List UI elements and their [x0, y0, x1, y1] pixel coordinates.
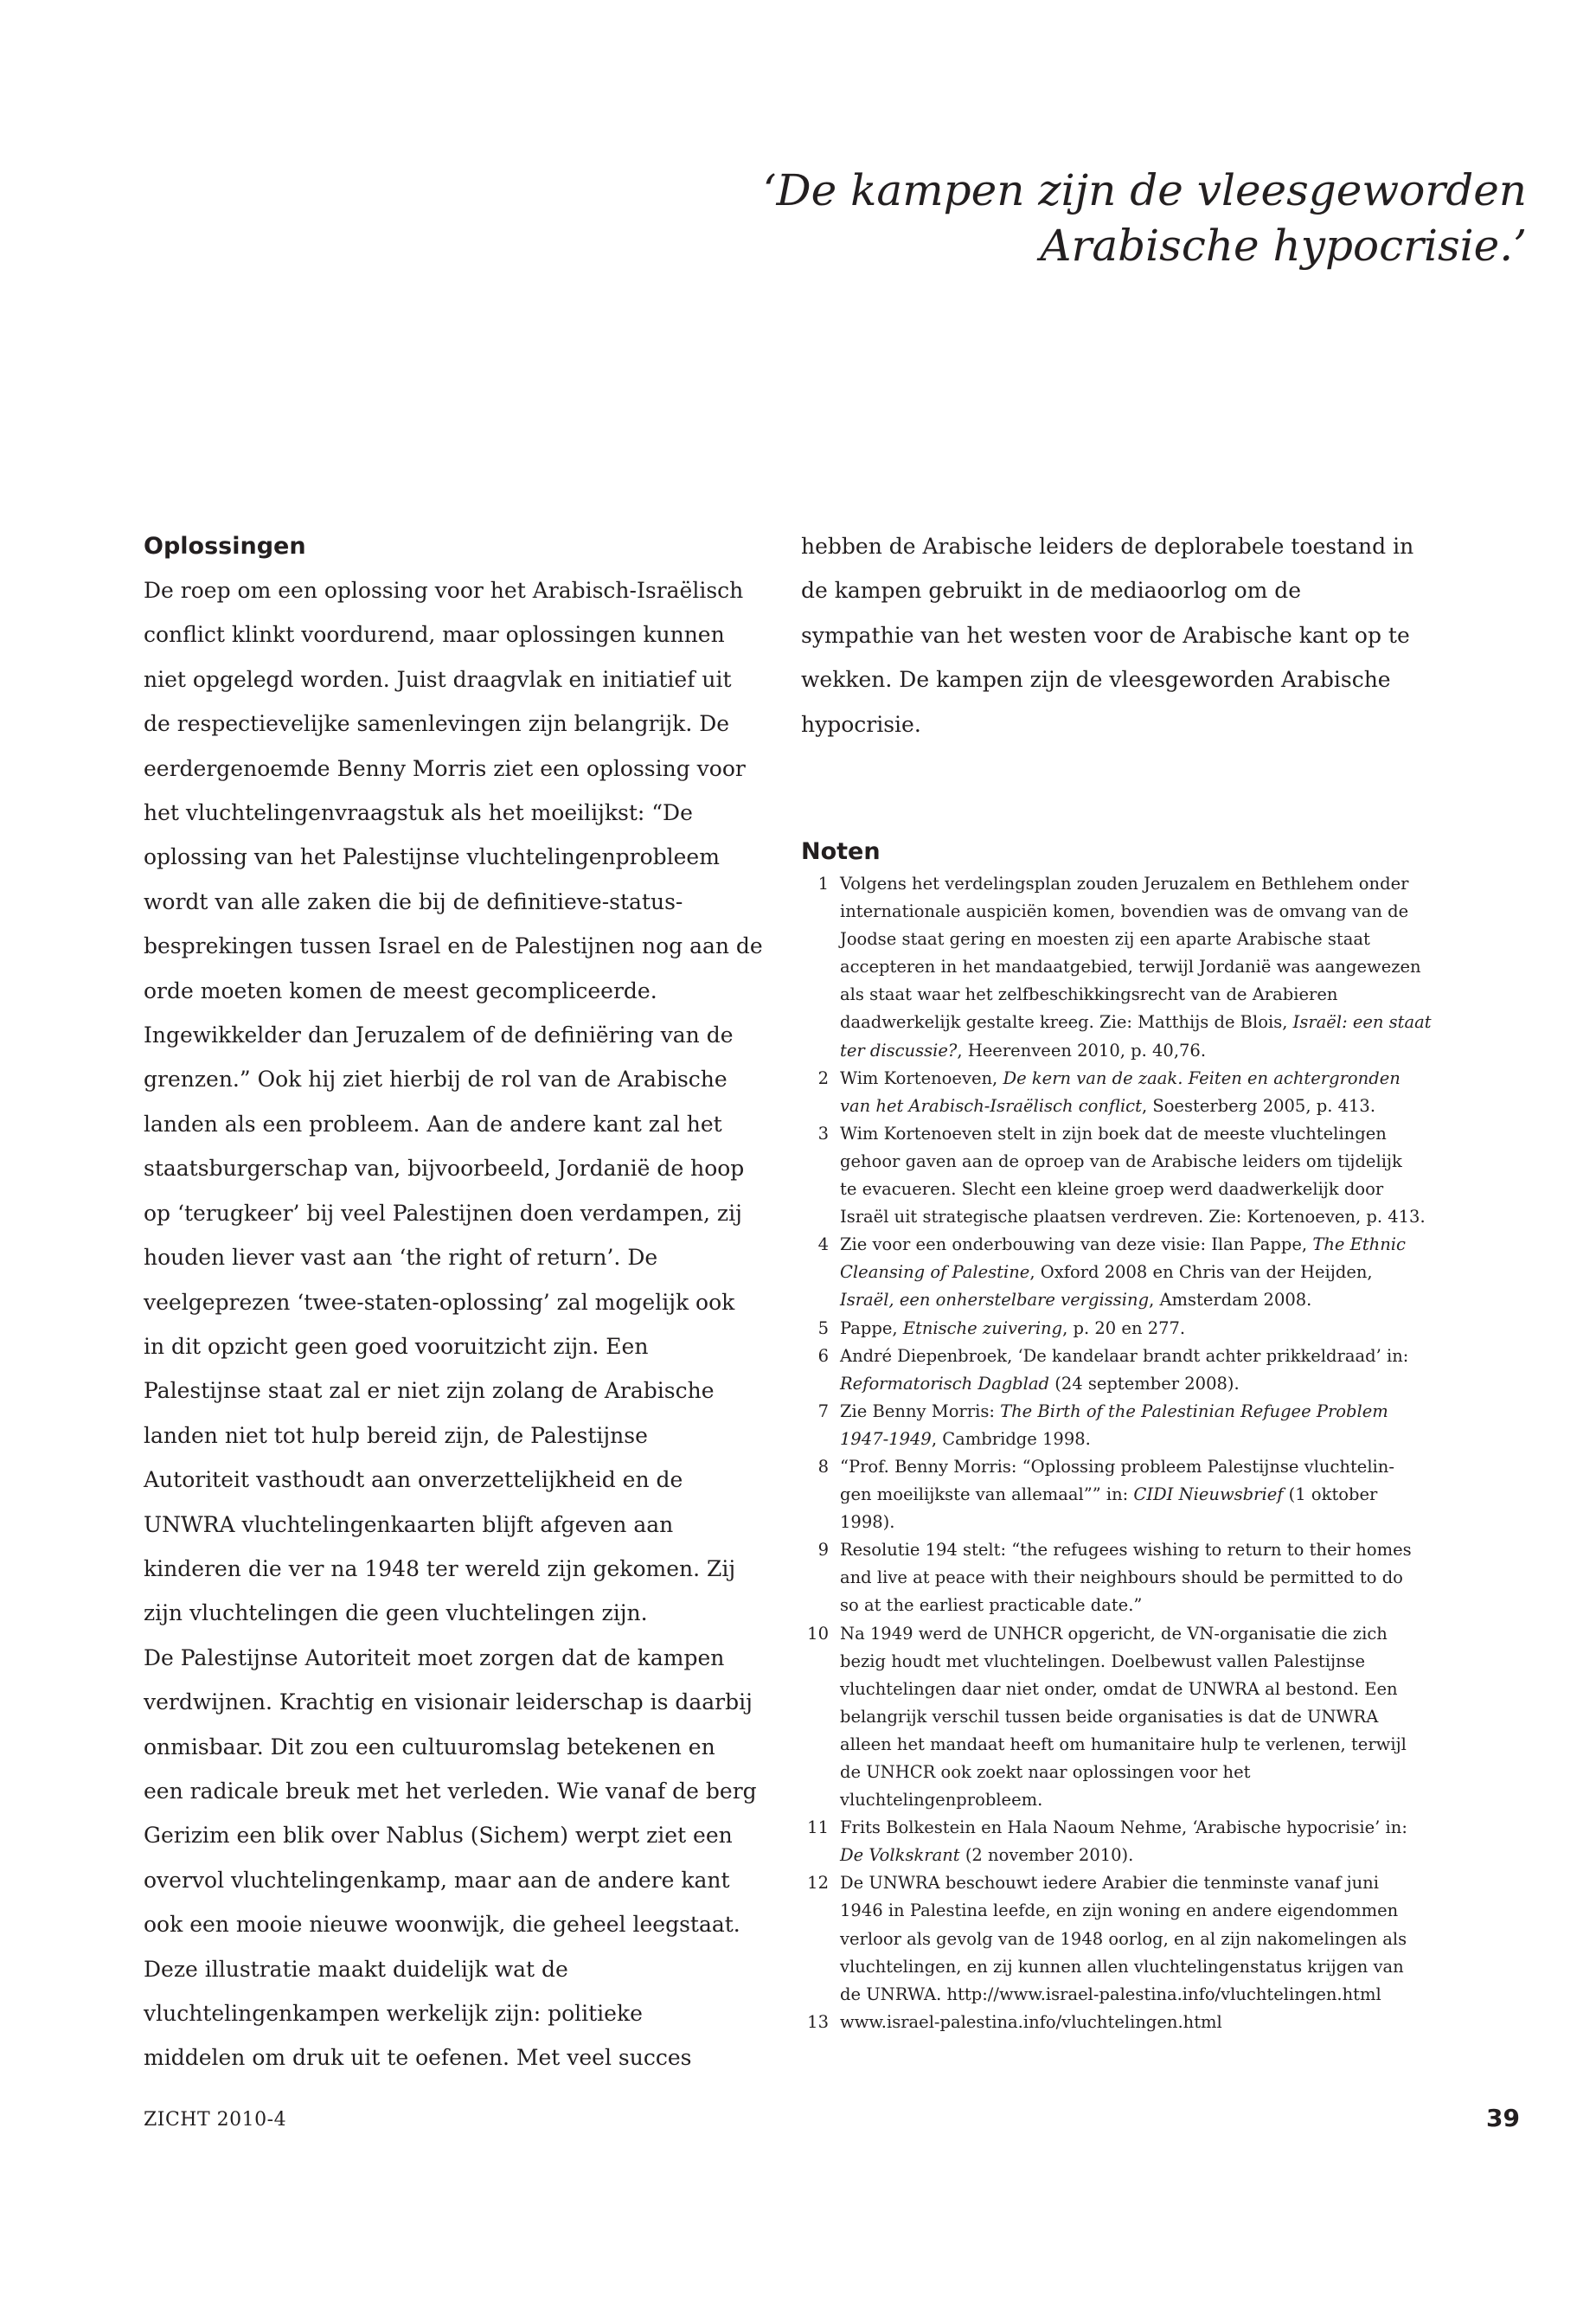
note-text-line: [840, 2009, 1222, 2036]
body-text-line: verdwijnen. Krachtig en visionair leiderschap is daarbij: [144, 1689, 753, 1715]
body-text-line: UNWRA vluchtelingenkaarten blijft afgeven aan: [144, 1511, 674, 1537]
body-text-line: conflict klinkt voordurend, maar oplossingen kunnen: [144, 622, 725, 648]
note-text-segment: Frits Bolkestein en Hala Naoum Nehme, ‘Arabische hypocrisie’ in:: [840, 1817, 1407, 1838]
note-text-line: [840, 1648, 1407, 1676]
note-text-line: [840, 1093, 1401, 1120]
note-number: 6: [817, 1345, 829, 1366]
note-item: [801, 1120, 1545, 1231]
body-text-line: Ingewikkelder dan Jeruzalem of de definiëring van de: [144, 1022, 734, 1048]
note-number: 5: [817, 1317, 829, 1338]
note-text: [840, 1869, 1407, 2008]
note-item: [801, 1398, 1545, 1453]
note-text: [840, 1315, 1185, 1343]
note-item: [801, 1065, 1545, 1120]
note-text-segment: The Birth of the Palestinian Refugee Problem: [1000, 1400, 1388, 1421]
note-text-segment: , Amsterdam 2008.: [1149, 1290, 1312, 1311]
body-text-line: ook een mooie nieuwe woonwijk, die geheel leegstaat.: [144, 1912, 740, 1938]
notes-section: [801, 834, 1545, 2036]
note-text-line: [840, 981, 1432, 1009]
note-text-segment: , Oxford 2008 en Chris van der Heijden,: [1029, 1262, 1373, 1283]
note-number: 11: [807, 1817, 829, 1838]
note-text: [840, 1398, 1388, 1453]
note-item: [801, 1315, 1545, 1343]
note-text-line: [840, 898, 1432, 926]
note-text-line: [840, 1786, 1407, 1814]
note-text-line: [840, 926, 1432, 953]
note-text-segment: Zie Benny Morris:: [840, 1400, 1001, 1421]
pull-quote-line: ‘De kampen zijn de vleesgeworden: [762, 165, 1527, 215]
body-text-line: Deze illustratie maakt duidelijk wat de: [144, 1956, 568, 1982]
note-text-line: [840, 1426, 1388, 1453]
body-text-line: De Palestijnse Autoriteit moet zorgen dat de kampen: [144, 1644, 725, 1670]
note-text: [840, 1620, 1407, 1815]
note-number: 8: [817, 1456, 829, 1477]
note-text-line: [840, 1231, 1406, 1259]
note-text: [840, 2009, 1222, 2036]
note-text-line: [840, 1536, 1412, 1564]
note-text-line: [840, 1009, 1432, 1036]
note-text-segment: de UNRWA. http://www.israel-palestina.info/vluchtelingen.html: [840, 1984, 1381, 2004]
note-text-segment: 1946 in Palestina leefde, en zijn woning en andere eigendommen: [840, 1900, 1399, 1921]
note-text-segment: and live at peace with their neighbours should be permitted to do: [840, 1567, 1403, 1588]
note-text-segment: Joodse staat gering en moesten zij een aparte Arabische staat: [840, 929, 1370, 950]
body-text-line: Palestijnse staat zal er niet zijn zolang de Arabische: [144, 1378, 715, 1404]
body-text-line: wordt van alle zaken die bij de definitieve-status-: [144, 888, 683, 914]
body-text-line: zijn vluchtelingen die geen vluchtelingen zijn.: [144, 1600, 648, 1626]
body-text-line: veelgeprezen ‘twee-staten-oplossing’ zal mogelijk ook: [144, 1289, 735, 1315]
note-text-segment: André Diepenbroek, ‘De kandelaar brandt achter prikkeldraad’ in:: [840, 1345, 1409, 1366]
note-text-segment: accepteren in het mandaatgebied, terwijl Jordanië was aangewezen: [840, 957, 1421, 977]
note-text-segment: Israël, een onherstelbare vergissing: [840, 1290, 1150, 1311]
body-text-line: houden liever vast aan ‘the right of return’. De: [144, 1245, 658, 1271]
note-text-line: [840, 1037, 1432, 1065]
note-text-line: [840, 1286, 1406, 1314]
body-text-line: landen niet tot hulp bereid zijn, de Palestijnse: [144, 1422, 648, 1448]
note-text: [840, 1231, 1406, 1314]
note-text-segment: The Ethnic: [1312, 1234, 1406, 1255]
note-text-segment: van het Arabisch-Israëlisch conflict: [840, 1095, 1142, 1116]
note-item: [801, 870, 1545, 1065]
body-text-line: wekken. De kampen zijn de vleesgeworden Arabische: [801, 667, 1391, 693]
note-number: 7: [817, 1400, 829, 1421]
note-number: 10: [807, 1623, 829, 1644]
note-text-segment: Wim Kortenoeven stelt in zijn boek dat de meeste vluchtelingen: [840, 1123, 1387, 1144]
notes-heading: Noten: [801, 838, 881, 865]
note-text-segment: vluchtelingen daar niet onder, omdat de UNWRA al bestond. Een: [840, 1678, 1398, 1699]
body-text-line: middelen om druk uit te oefenen. Met veel succes: [144, 2045, 692, 2071]
note-text-line: [840, 1453, 1394, 1481]
note-text-line: [840, 1315, 1185, 1343]
body-text-line: de respectievelijke samenlevingen zijn belangrijk. De: [144, 711, 730, 737]
note-text: [840, 1814, 1407, 1869]
note-item: [801, 1814, 1545, 1869]
body-text-line: de kampen gebruikt in de mediaoorlog om de: [801, 578, 1302, 604]
note-item: [801, 1453, 1545, 1536]
note-text-segment: gehoor gaven aan de oproep van de Arabische leiders om tijdelijk: [840, 1150, 1402, 1171]
body-column-left: [144, 524, 763, 2080]
body-text-line: staatsburgerschap van, bijvoorbeeld, Jordanië de hoop: [144, 1156, 745, 1182]
note-text-line: [840, 1398, 1388, 1426]
note-text-segment: Volgens het verdelingsplan zouden Jeruzalem en Bethlehem onder: [840, 874, 1409, 894]
note-text-line: [840, 953, 1432, 981]
body-column-right: [801, 524, 1536, 747]
note-text-line: [840, 1814, 1407, 1842]
note-text-segment: vluchtelingenprobleem.: [840, 1790, 1043, 1811]
note-text-segment: bezig houdt met vluchtelingen. Doelbewust vallen Palestijnse: [840, 1650, 1366, 1671]
note-text-line: [840, 1148, 1426, 1176]
note-text-segment: Wim Kortenoeven,: [840, 1067, 1003, 1088]
note-text-line: [840, 1203, 1426, 1231]
note-text-segment: so at the earliest practicable date.”: [840, 1595, 1143, 1616]
note-text-segment: vluchtelingen, en zij kunnen allen vluchtelingenstatus krijgen van: [840, 1956, 1404, 1977]
note-text-segment: verloor als gevolg van de 1948 oorlog, en al zijn nakomelingen als: [840, 1928, 1407, 1949]
note-text-segment: (24 september 2008).: [1049, 1373, 1240, 1394]
note-text-line: [840, 1592, 1412, 1619]
note-number: 4: [817, 1234, 829, 1255]
note-text-segment: Israël: een staat: [1292, 1012, 1432, 1033]
note-text-segment: De kern van de zaak. Feiten en achtergronden: [1003, 1067, 1401, 1088]
note-text-segment: , p. 20 en 277.: [1062, 1317, 1186, 1338]
body-text-line: hebben de Arabische leiders de deplorabele toestand in: [801, 534, 1414, 559]
body-text-line: Gerizim een blik over Nablus (Sichem) werpt ziet een: [144, 1823, 733, 1849]
body-text-line: een radicale breuk met het verleden. Wie vanaf de berg: [144, 1778, 757, 1804]
body-text-line: grenzen.” Ook hij ziet hierbij de rol van de Arabische: [144, 1067, 727, 1093]
note-text-segment: Israël uit strategische plaatsen verdreven. Zie: Kortenoeven, p. 413.: [840, 1207, 1426, 1227]
body-text-line: De roep om een oplossing voor het Arabisch-Israëlisch: [144, 578, 744, 603]
note-text-line: [840, 1676, 1407, 1703]
note-text-segment: 1998).: [840, 1512, 895, 1533]
note-text-segment: ter discussie?: [840, 1040, 958, 1061]
note-number: 12: [807, 1873, 829, 1894]
note-text-line: [840, 1842, 1407, 1869]
note-number: 3: [817, 1123, 829, 1144]
note-item: [801, 1620, 1545, 1815]
note-text-line: [840, 1981, 1407, 2009]
note-text-line: [840, 1120, 1426, 1148]
note-text-segment: Na 1949 werd de UNHCR opgericht, de VN-organisatie die zich: [840, 1623, 1388, 1644]
body-text-line: onmisbaar. Dit zou een cultuuromslag betekenen en: [144, 1734, 715, 1759]
note-number: 2: [817, 1067, 829, 1088]
body-text-line: hypocrisie.: [801, 711, 921, 737]
note-text-segment: gen moeilijkste van allemaal”” in:: [840, 1484, 1134, 1505]
note-text: [840, 870, 1432, 1065]
body-text-line: in dit opzicht geen goed vooruitzicht zijn. Een: [144, 1333, 649, 1359]
note-text-segment: te evacueren. Slecht een kleine groep werd daadwerkelijk door: [840, 1179, 1384, 1200]
body-text-line: besprekingen tussen Israel en de Palestijnen nog aan de: [144, 933, 763, 959]
note-text-segment: internationale auspiciën komen, bovendien was de omvang van de: [840, 901, 1409, 922]
note-item: [801, 1869, 1545, 2008]
body-text-line: het vluchtelingenvraagstuk als het moeilijkst: “De: [144, 800, 693, 826]
pull-quote: [748, 163, 1527, 273]
section-heading: Oplossingen: [144, 533, 306, 560]
note-text-line: [840, 1065, 1401, 1093]
note-text-line: [840, 1370, 1408, 1398]
body-text-line: overvol vluchtelingenkamp, maar aan de andere kant: [144, 1867, 730, 1893]
note-text-segment: daadwerkelijk gestalte kreeg. Zie: Matthijs de Blois,: [840, 1012, 1293, 1033]
note-item: [801, 1343, 1545, 1398]
note-number: 9: [817, 1540, 829, 1561]
note-text-line: [840, 1869, 1407, 1897]
note-text-line: [840, 1703, 1407, 1731]
note-text-segment: (2 november 2010).: [959, 1845, 1134, 1866]
note-text-segment: , Cambridge 1998.: [931, 1428, 1091, 1449]
note-text: [840, 1536, 1412, 1619]
note-text-segment: Etnische zuivering: [902, 1317, 1063, 1338]
note-text-segment: als staat waar het zelfbeschikkingsrecht van de Arabieren: [840, 984, 1338, 1005]
note-text-segment: Resolutie 194 stelt: “the refugees wishing to return to their homes: [840, 1540, 1412, 1561]
note-text-line: [840, 1953, 1407, 1981]
note-text-segment: CIDI Nieuwsbrief: [1133, 1484, 1284, 1505]
note-text-segment: “Prof. Benny Morris: “Oplossing probleem Palestijnse vluchtelin-: [840, 1456, 1394, 1477]
note-text-line: [840, 1481, 1394, 1509]
body-text-line: oplossing van het Palestijnse vluchtelingenprobleem: [144, 844, 720, 870]
note-text-line: [840, 1176, 1426, 1203]
note-text-segment: de UNHCR ook zoekt naar oplossingen voor het: [840, 1762, 1251, 1782]
note-text-line: [840, 1731, 1407, 1759]
note-text: [840, 1453, 1394, 1536]
note-text-segment: www.israel-palestina.info/vluchtelingen.html: [840, 2011, 1222, 2032]
body-text-line: landen als een probleem. Aan de andere kant zal het: [144, 1111, 722, 1137]
note-text-segment: alleen het mandaat heeft om humanitaire hulp te verlenen, terwijl: [840, 1734, 1407, 1754]
note-text-segment: Pappe,: [840, 1317, 903, 1338]
body-text-line: niet opgelegd worden. Juist draagvlak en initiatief uit: [144, 666, 732, 692]
body-text-right: [801, 524, 1536, 747]
note-text-segment: 1947-1949: [840, 1428, 932, 1449]
note-text-segment: , Heerenveen 2010, p. 40,76.: [957, 1040, 1207, 1061]
body-text-line: Autoriteit vasthoudt aan onverzettelijkheid en de: [144, 1467, 683, 1493]
body-text-line: vluchtelingenkampen werkelijk zijn: politieke: [144, 2001, 643, 2026]
note-item: [801, 1231, 1545, 1314]
note-text-segment: De UNWRA beschouwt iedere Arabier die tenminste vanaf juni: [840, 1873, 1379, 1894]
body-text-line: sympathie van het westen voor de Arabische kant op te: [801, 622, 1410, 648]
note-text-line: [840, 1620, 1407, 1648]
body-text-line: orde moeten komen de meest gecompliceerde.: [144, 977, 657, 1003]
note-text-line: [840, 1564, 1412, 1592]
note-text-segment: De Volkskrant: [840, 1845, 960, 1866]
footer-publication: ZICHT 2010-4: [144, 2109, 287, 2131]
note-text-line: [840, 1926, 1407, 1953]
note-text-segment: Reformatorisch Dagblad: [840, 1373, 1050, 1394]
note-text-line: [840, 1759, 1407, 1786]
body-text-left: [144, 568, 763, 2080]
note-item: [801, 2009, 1545, 2036]
note-text-segment: belangrijk verschil tussen beide organisaties is dat de UNWRA: [840, 1706, 1379, 1727]
note-text-segment: , Soesterberg 2005, p. 413.: [1141, 1095, 1376, 1116]
note-text-segment: (1 oktober: [1283, 1484, 1378, 1505]
note-text-line: [840, 1509, 1394, 1536]
note-text: [840, 1065, 1401, 1120]
note-text-line: [840, 1897, 1407, 1925]
body-text-line: kinderen die ver na 1948 ter wereld zijn gekomen. Zij: [144, 1555, 736, 1581]
note-number: 1: [817, 874, 829, 894]
page-number: 39: [1486, 2104, 1520, 2132]
note-text-line: [840, 1343, 1408, 1370]
note-text-segment: Cleansing of Palestine: [840, 1262, 1030, 1283]
note-text-line: [840, 1259, 1406, 1286]
note-text: [840, 1120, 1426, 1231]
notes-list: [801, 870, 1545, 2036]
note-text-line: [840, 870, 1432, 898]
body-text-line: op ‘terugkeer’ bij veel Palestijnen doen verdampen, zij: [144, 1200, 742, 1226]
note-text: [840, 1343, 1408, 1398]
note-text-segment: Zie voor een onderbouwing van deze visie: Ilan Pappe,: [840, 1234, 1313, 1255]
note-item: [801, 1536, 1545, 1619]
note-number: 13: [807, 2011, 829, 2032]
body-text-line: eerdergenoemde Benny Morris ziet een oplossing voor: [144, 755, 746, 781]
pull-quote-line: Arabische hypocrisie.’: [1040, 221, 1527, 271]
